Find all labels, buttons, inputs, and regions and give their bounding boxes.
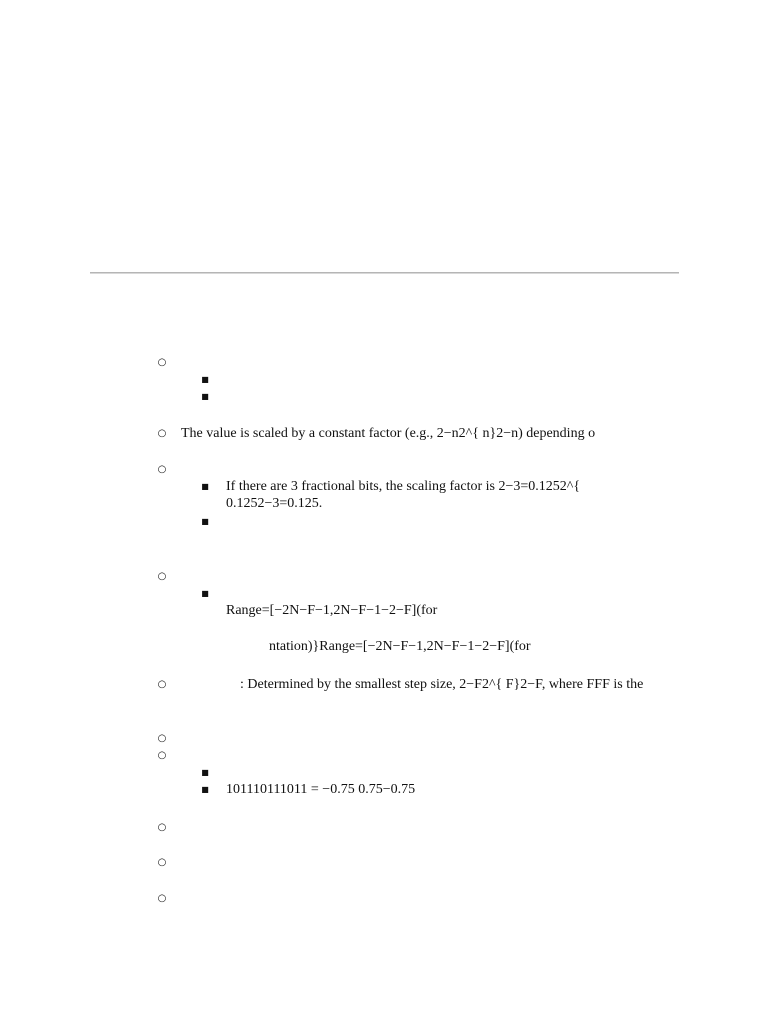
precision-text: : Determined by the smallest step size, 2−F2^{ F}2−F, where FFF is the: [240, 677, 644, 692]
bullet-circle: ○: [157, 750, 167, 761]
bullet-square: ■: [201, 392, 209, 401]
fractional-bits-text: If there are 3 fractional bits, the scaling factor is 2−3=0.1252^{: [226, 479, 581, 494]
horizontal-rule: [90, 272, 679, 274]
range-formula-continued: ntation)}Range=[−2N−F−1,2N−F−1−2−F](for: [269, 639, 531, 654]
bullet-square: ■: [201, 589, 209, 598]
bullet-circle: ○: [157, 464, 167, 475]
bullet-square: ■: [201, 785, 209, 794]
range-formula: Range=[−2N−F−1,2N−F−1−2−F](for: [226, 603, 438, 618]
binary-example-text: 101110111011 = −0.75 0.75−0.75: [226, 782, 416, 797]
bullet-circle: ○: [157, 822, 167, 833]
bullet-circle: ○: [157, 571, 167, 582]
bullet-square: ■: [201, 482, 209, 491]
bullet-circle: ○: [157, 679, 167, 690]
bullet-square: ■: [201, 375, 209, 384]
bullet-circle: ○: [157, 893, 167, 904]
bullet-circle: ○: [157, 857, 167, 868]
bullet-circle: ○: [157, 428, 167, 439]
bullet-square: ■: [201, 517, 209, 526]
scaled-value-text: The value is scaled by a constant factor (e.g., 2−n2^{ n}2−n) depending o: [181, 426, 596, 441]
bullet-circle: ○: [157, 733, 167, 744]
bullet-circle: ○: [157, 357, 167, 368]
bullet-square: ■: [201, 768, 209, 777]
fractional-bits-text-continued: 0.1252−3=0.125.: [226, 496, 323, 511]
